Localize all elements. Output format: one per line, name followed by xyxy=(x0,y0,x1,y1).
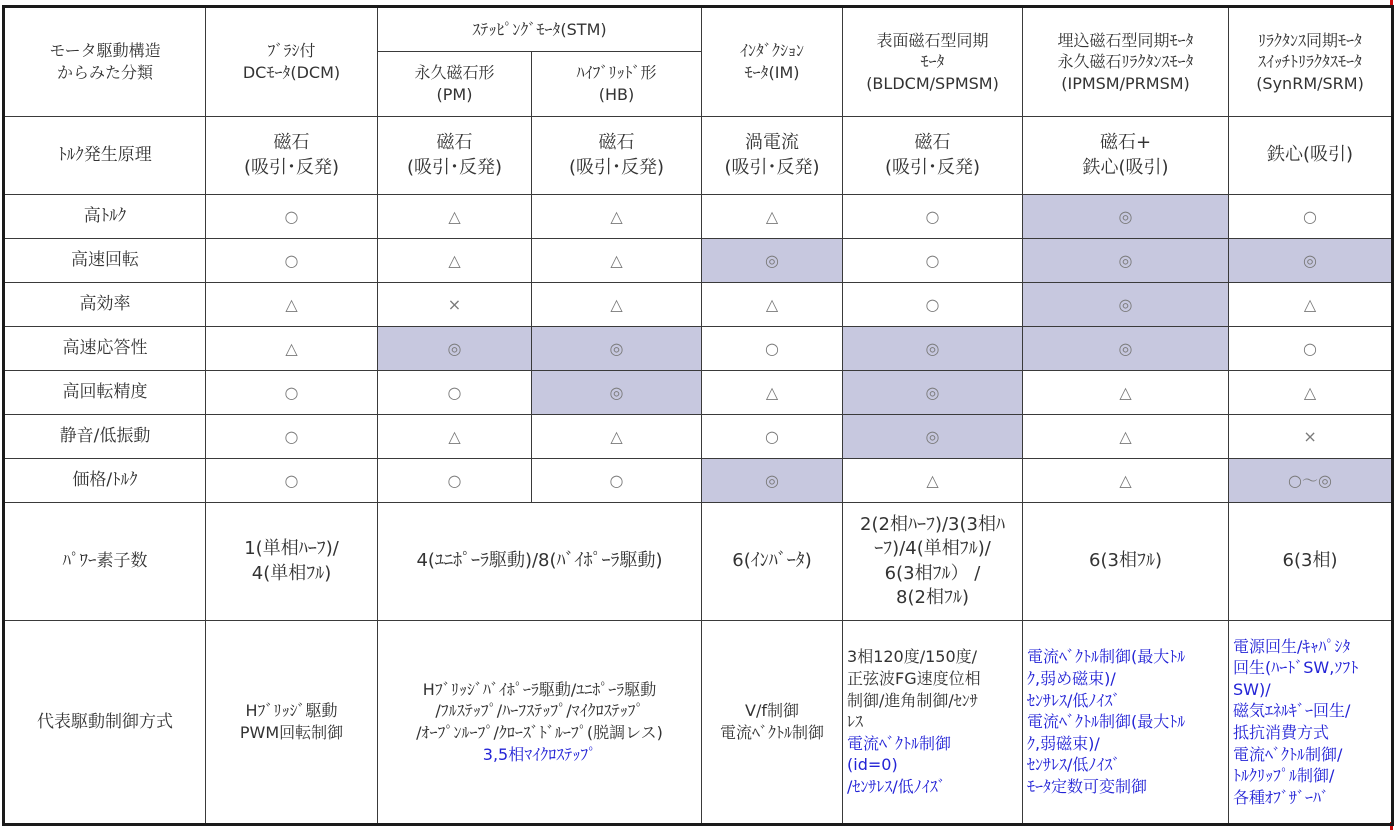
rating-cell: ◎ xyxy=(532,327,702,371)
rating-cell: △ xyxy=(1023,415,1229,459)
row-label: 高速回転 xyxy=(4,239,206,283)
rating-cell: △ xyxy=(532,239,702,283)
rating-cell: △ xyxy=(1229,371,1393,415)
rating-cell: △ xyxy=(378,239,532,283)
cell: Hﾌﾞﾘｯｼﾞﾊﾞｲﾎﾟｰﾗ駆動/ﾕﾆﾎﾟｰﾗ駆動 /ﾌﾙｽﾃｯﾌﾟ/ﾊｰﾌｽﾃｯﾌﾟ/ﾏｲｸﾛｽﾃｯﾌﾟ /ｵｰﾌﾟﾝﾙｰﾌﾟ/ｸﾛｰｽﾞﾄﾞﾙｰﾌﾟ(脱調レス) 3,5相ﾏｲｸﾛｽﾃｯﾌﾟ xyxy=(378,621,702,825)
rating-cell: ○ xyxy=(1229,327,1393,371)
cell: 磁石 (吸引･反発) xyxy=(206,117,378,195)
cell: 磁石 (吸引･反発) xyxy=(843,117,1023,195)
cell: 磁石 (吸引･反発) xyxy=(532,117,702,195)
rating-cell: ◎ xyxy=(702,459,843,503)
cell: 1(単相ﾊｰﾌ)/ 4(単相ﾌﾙ) xyxy=(206,503,378,621)
rating-cell: ◎ xyxy=(1023,195,1229,239)
rating-cell: ○ xyxy=(206,459,378,503)
header-synrm: ﾘﾗｸﾀﾝｽ同期ﾓｰﾀ ｽｲｯﾁﾄﾘﾗｸﾀｽﾓｰﾀ (SynRM/SRM) xyxy=(1229,7,1393,117)
row-label: 代表駆動制御方式 xyxy=(4,621,206,825)
row-label: 高効率 xyxy=(4,283,206,327)
rating-cell: △ xyxy=(702,371,843,415)
header-classification: モータ駆動構造 からみた分類 xyxy=(4,7,206,117)
rating-cell: △ xyxy=(532,283,702,327)
header-hb: ﾊｲﾌﾞﾘｯﾄﾞ形 (HB) xyxy=(532,52,702,117)
rating-cell: ◎ xyxy=(1023,283,1229,327)
rating-cell: ○ xyxy=(206,371,378,415)
cell: 2(2相ﾊｰﾌ)/3(3相ﾊ ｰﾌ)/4(単相ﾌﾙ)/ 6(3相ﾌﾙ） / 8(2相ﾌﾙ) xyxy=(843,503,1023,621)
cell: 電源回生/ｷｬﾊﾟｼﾀ 回生(ﾊｰﾄﾞSW,ｿﾌﾄ SW)/ 磁気ｴﾈﾙｷﾞｰ回生/ 抵抗消費方式 電流ﾍﾞｸﾄﾙ制御/ ﾄﾙｸﾘｯﾌﾟﾙ制御/ 各種ｵﾌﾞｻﾞｰﾊﾞ xyxy=(1229,621,1393,825)
cell: V/f制御 電流ﾍﾞｸﾄﾙ制御 xyxy=(702,621,843,825)
rating-cell: ○ xyxy=(702,327,843,371)
rating-cell: △ xyxy=(702,283,843,327)
rating-cell: ◎ xyxy=(843,327,1023,371)
rating-cell: ◎ xyxy=(1023,327,1229,371)
rating-cell: △ xyxy=(1023,459,1229,503)
rating-cell: ◎ xyxy=(843,371,1023,415)
rating-cell: ○ xyxy=(378,371,532,415)
rating-cell: × xyxy=(378,283,532,327)
rating-cell: ○～◎ xyxy=(1229,459,1393,503)
rating-row xyxy=(4,371,1393,415)
rating-cell: △ xyxy=(378,195,532,239)
header-induction: ｲﾝﾀﾞｸｼｮﾝ ﾓｰﾀ(IM) xyxy=(702,7,843,117)
row-label: 高ﾄﾙｸ xyxy=(4,195,206,239)
rating-row xyxy=(4,327,1393,371)
rating-row xyxy=(4,283,1393,327)
rating-cell: △ xyxy=(532,415,702,459)
rating-rows xyxy=(4,195,1393,503)
cell: 鉄心(吸引) xyxy=(1229,117,1393,195)
rating-cell: △ xyxy=(378,415,532,459)
rating-cell: ◎ xyxy=(378,327,532,371)
rating-row xyxy=(4,415,1393,459)
rating-cell: ◎ xyxy=(702,239,843,283)
header-brush-dc: ﾌﾞﾗｼ付 DCﾓｰﾀ(DCM) xyxy=(206,7,378,117)
row-label: 高速応答性 xyxy=(4,327,206,371)
cell: 渦電流 (吸引･反発) xyxy=(702,117,843,195)
rating-cell: ◎ xyxy=(843,415,1023,459)
cell: Hﾌﾞﾘｯｼﾞ駆動 PWM回転制御 xyxy=(206,621,378,825)
cell: 磁石 (吸引･反発) xyxy=(378,117,532,195)
rating-cell: × xyxy=(1229,415,1393,459)
rating-row xyxy=(4,459,1393,503)
rating-cell: ○ xyxy=(206,239,378,283)
row-label: 静音/低振動 xyxy=(4,415,206,459)
cell: 4(ﾕﾆﾎﾟｰﾗ駆動)/8(ﾊﾞｲﾎﾟｰﾗ駆動) xyxy=(378,503,702,621)
cell: 6(ｲﾝﾊﾞｰﾀ) xyxy=(702,503,843,621)
rating-row xyxy=(4,195,1393,239)
rating-cell: △ xyxy=(532,195,702,239)
cell: 3相120度/150度/ 正弦波FG速度位相 制御/進角制御/ｾﾝｻ ﾚｽ 電流ﾍﾞｸﾄﾙ制御 (id=0) /ｾﾝｻﾚｽ/低ﾉｲｽﾞ xyxy=(843,621,1023,825)
rating-cell: ○ xyxy=(843,283,1023,327)
cell: 電流ﾍﾞｸﾄﾙ制御(最大ﾄﾙ ｸ,弱め磁束)/ ｾﾝｻﾚｽ/低ﾉｲｽﾞ 電流ﾍﾞｸﾄﾙ制御(最大ﾄﾙ ｸ,弱磁束)/ ｾﾝｻﾚｽ/低ﾉｲｽﾞ ﾓｰﾀ定数可変制御 xyxy=(1023,621,1229,825)
rating-cell: ○ xyxy=(206,415,378,459)
header-spm: 表面磁石型同期 ﾓｰﾀ (BLDCM/SPMSM) xyxy=(843,7,1023,117)
rating-cell: ○ xyxy=(378,459,532,503)
cell: 磁石+ 鉄心(吸引) xyxy=(1023,117,1229,195)
rating-cell: △ xyxy=(206,327,378,371)
rating-cell: ◎ xyxy=(1023,239,1229,283)
rating-cell: △ xyxy=(206,283,378,327)
rating-cell: ○ xyxy=(206,195,378,239)
rating-cell: ◎ xyxy=(532,371,702,415)
rating-cell: ○ xyxy=(702,415,843,459)
row-label: ﾊﾟﾜｰ素子数 xyxy=(4,503,206,621)
cell: 6(3相) xyxy=(1229,503,1393,621)
header-stepping-motor: ｽﾃｯﾋﾟﾝｸﾞﾓｰﾀ(STM) xyxy=(378,7,702,52)
header-pm: 永久磁石形 (PM) xyxy=(378,52,532,117)
header-ipm: 埋込磁石型同期ﾓｰﾀ 永久磁石ﾘﾗｸﾀﾝｽﾓｰﾀ (IPMSM/PRMSM) xyxy=(1023,7,1229,117)
rating-cell: ◎ xyxy=(1229,239,1393,283)
cell: 6(3相ﾌﾙ) xyxy=(1023,503,1229,621)
rating-row xyxy=(4,239,1393,283)
rating-cell: ○ xyxy=(1229,195,1393,239)
rating-cell: △ xyxy=(843,459,1023,503)
rating-cell: △ xyxy=(1229,283,1393,327)
row-label: ﾄﾙｸ発生原理 xyxy=(4,117,206,195)
control-method-row xyxy=(4,621,1393,825)
rating-cell: △ xyxy=(1023,371,1229,415)
rating-cell: ○ xyxy=(532,459,702,503)
rating-cell: ○ xyxy=(843,239,1023,283)
torque-principle-row xyxy=(4,117,1393,195)
row-label: 高回転精度 xyxy=(4,371,206,415)
power-element-row xyxy=(4,503,1393,621)
motor-comparison-table xyxy=(2,5,1394,826)
rating-cell: ○ xyxy=(843,195,1023,239)
row-label: 価格/ﾄﾙｸ xyxy=(4,459,206,503)
rating-cell: △ xyxy=(702,195,843,239)
